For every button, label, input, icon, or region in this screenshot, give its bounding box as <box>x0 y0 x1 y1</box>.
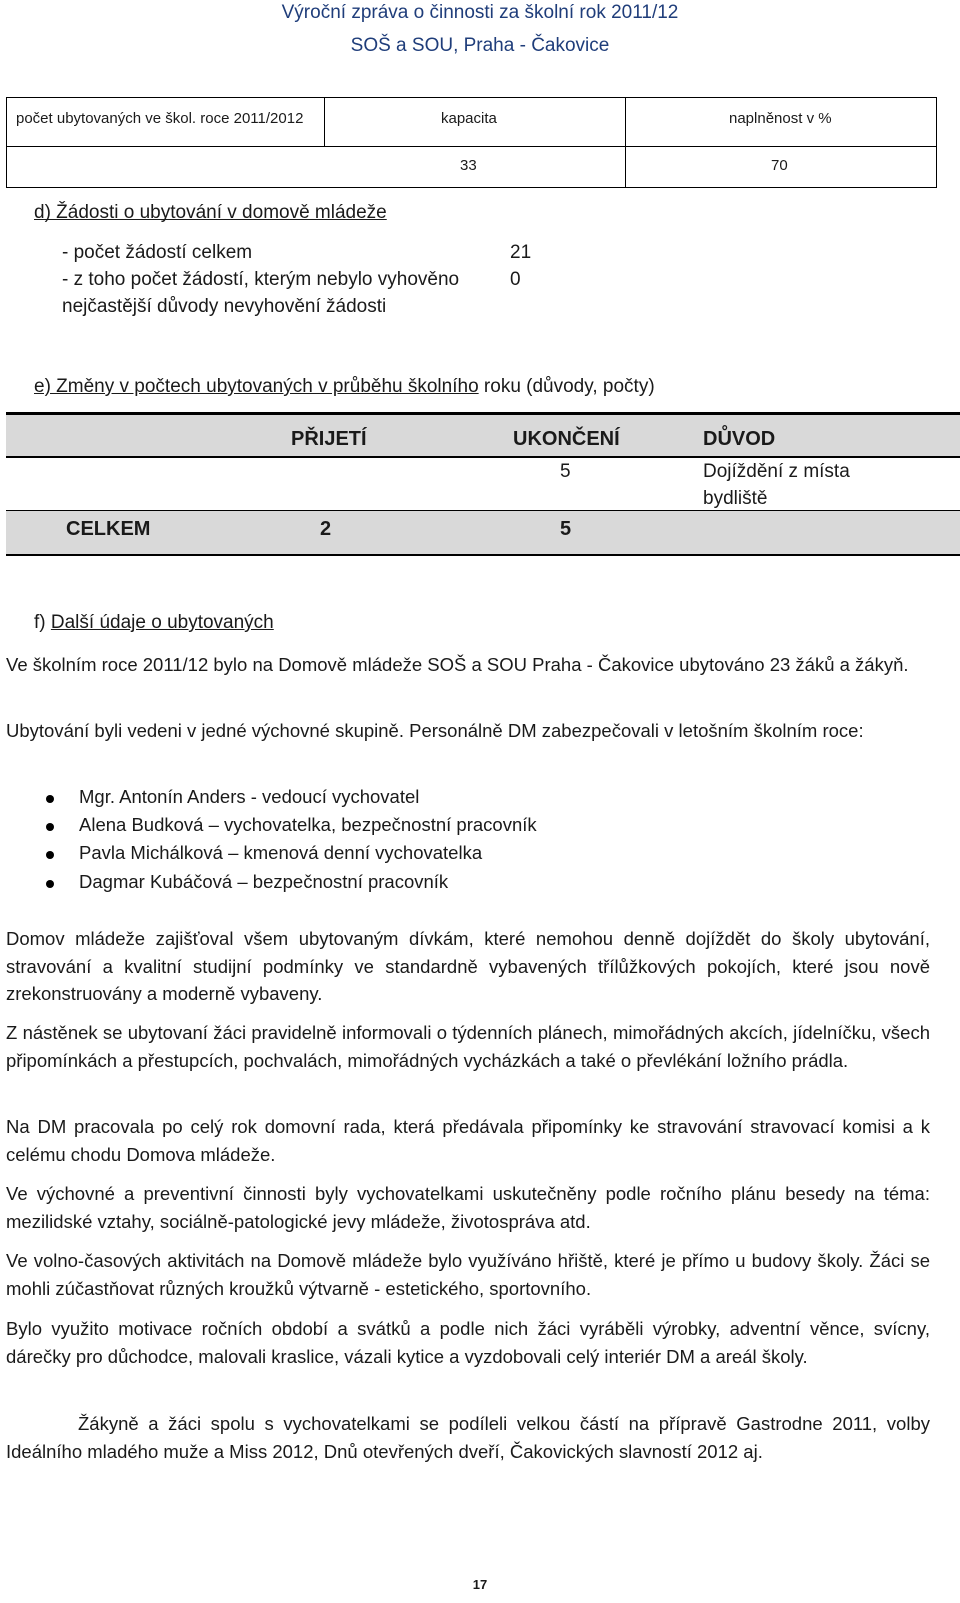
section-f-title <box>34 612 274 634</box>
denial-reasons-label: nejčastější důvody nevyhovění žádosti <box>62 296 387 317</box>
capacity-table <box>6 97 936 188</box>
section-d-title <box>34 202 387 224</box>
section-e-title-rest: roku (důvody, počty) <box>478 376 655 397</box>
paragraph-prevention: Ve výchovné a preventivní činnosti byly vychovatelkami uskutečněny podle ročního plánu besedy na téma: mezilidské vztahy, sociálně-patologické jevy mládeže, životospráva atd. <box>6 1183 930 1232</box>
requests-denied-label: - z toho počet žádostí, kterým nebylo vyhověno <box>62 269 460 290</box>
staff-name: Pavla Michálková – kmenová denní vychovatelka <box>79 842 483 863</box>
bullet-icon <box>46 851 54 859</box>
staff-name: Dagmar Kubáčová – bezpečnostní pracovník <box>79 871 449 892</box>
row1-duvod-line1: Dojíždění z místa <box>703 461 850 482</box>
capacity-col-capacity: kapacita <box>441 110 497 127</box>
bullet-icon <box>46 880 54 888</box>
total-label: CELKEM <box>66 518 151 540</box>
paragraph-accommodated-count: Ve školním roce 2011/12 bylo na Domově mládeže SOŠ a SOU Praha - Čakovice ubytováno 23 žáků a žákyň. <box>6 654 909 675</box>
document-header-title: Výroční zpráva o činnosti za školní rok 2011/12 <box>281 2 679 23</box>
row1-ukonceni: 5 <box>560 461 571 482</box>
section-e-title <box>34 376 655 398</box>
col-duvod: DŮVOD <box>703 428 776 450</box>
col-prijeti: PŘIJETÍ <box>291 428 367 450</box>
bullet-icon <box>46 795 54 803</box>
col-ukonceni: UKONČENÍ <box>513 428 620 450</box>
paragraph-events: Žákyně a žáci spolu s vychovatelkami se podíleli velkou částí na přípravě Gastrodne 2011, volby Ideálního mladého muže a Miss 2012, Dnů otevřených dveří, Čakovických slavností 2012 aj. <box>6 1413 930 1462</box>
section-f-prefix: f) <box>34 612 51 633</box>
paragraph-conditions: Domov mládeže zajišťoval všem ubytovaným dívkám, které nemohou denně dojíždět do školy ubytování, stravování a kvalitní studijní podmínky ve standardně vybavených třílůžkových pokojích, které jsou nově zrekonstruovány a moderně vybaveny. <box>6 928 930 1004</box>
section-d-title-text: d) Žádosti o ubytování v domově mládeže <box>34 202 387 223</box>
paragraph-staff-intro: Ubytování byli vedeni v jedné výchovné skupině. Personálně DM zabezpečovali v letošním školním roce: <box>6 720 864 741</box>
capacity-value: 33 <box>460 157 477 174</box>
fill-percent-value: 70 <box>771 157 788 174</box>
paragraph-council: Na DM pracovala po celý rok domovní rada, která předávala připomínky ke stravování stravovací komisi a k celému chodu Domova mládeže. <box>6 1116 930 1165</box>
capacity-col-count: počet ubytovaných ve škol. roce 2011/2012 <box>16 110 304 127</box>
section-f-title-text: Další údaje o ubytovaných <box>50 612 274 633</box>
requests-total-value: 21 <box>510 242 532 263</box>
total-ukonceni: 5 <box>560 518 572 540</box>
capacity-col-fill: naplněnost v % <box>729 110 832 127</box>
paragraph-leisure: Ve volno-časových aktivitách na Domově mládeže bylo využíváno hřiště, které je přímo u budovy školy. Žáci se mohli zúčastňovat různých kroužků výtvarně - estetického, sportovního. <box>6 1250 930 1299</box>
staff-name: Mgr. Antonín Anders - vedoucí vychovatel <box>79 786 420 807</box>
bullet-icon <box>46 823 54 831</box>
staff-name: Alena Budková – vychovatelka, bezpečnostní pracovník <box>79 814 537 835</box>
page-number: 17 <box>472 1577 488 1592</box>
requests-denied-value: 0 <box>510 269 521 290</box>
paragraph-crafts: Bylo využito motivace ročních období a svátků a podle nich žáci vyráběli výrobky, adventní věnce, svícny, dárečky pro důchodce, malovali kraslice, vázali kytice a vyzdobovali celý interiér DM a areál školy. <box>6 1318 930 1367</box>
paragraph-noticeboards: Z nástěnek se ubytovaní žáci pravidelně informovali o týdenních plánech, mimořádných akcích, jídelníčku, všech připomínkách a přestupcích, pochvalách, mimořádných vycházkách a také o převlékání ložního prádla. <box>6 1022 930 1071</box>
document-header-school: SOŠ a SOU, Praha - Čakovice <box>350 35 610 56</box>
section-e-title-underlined: e) Změny v počtech ubytovaných v průběhu školního <box>34 376 479 397</box>
row1-duvod-line2: bydliště <box>703 488 768 509</box>
requests-total-label: - počet žádostí celkem <box>62 242 253 263</box>
changes-table <box>6 412 960 570</box>
total-prijeti: 2 <box>320 518 332 540</box>
